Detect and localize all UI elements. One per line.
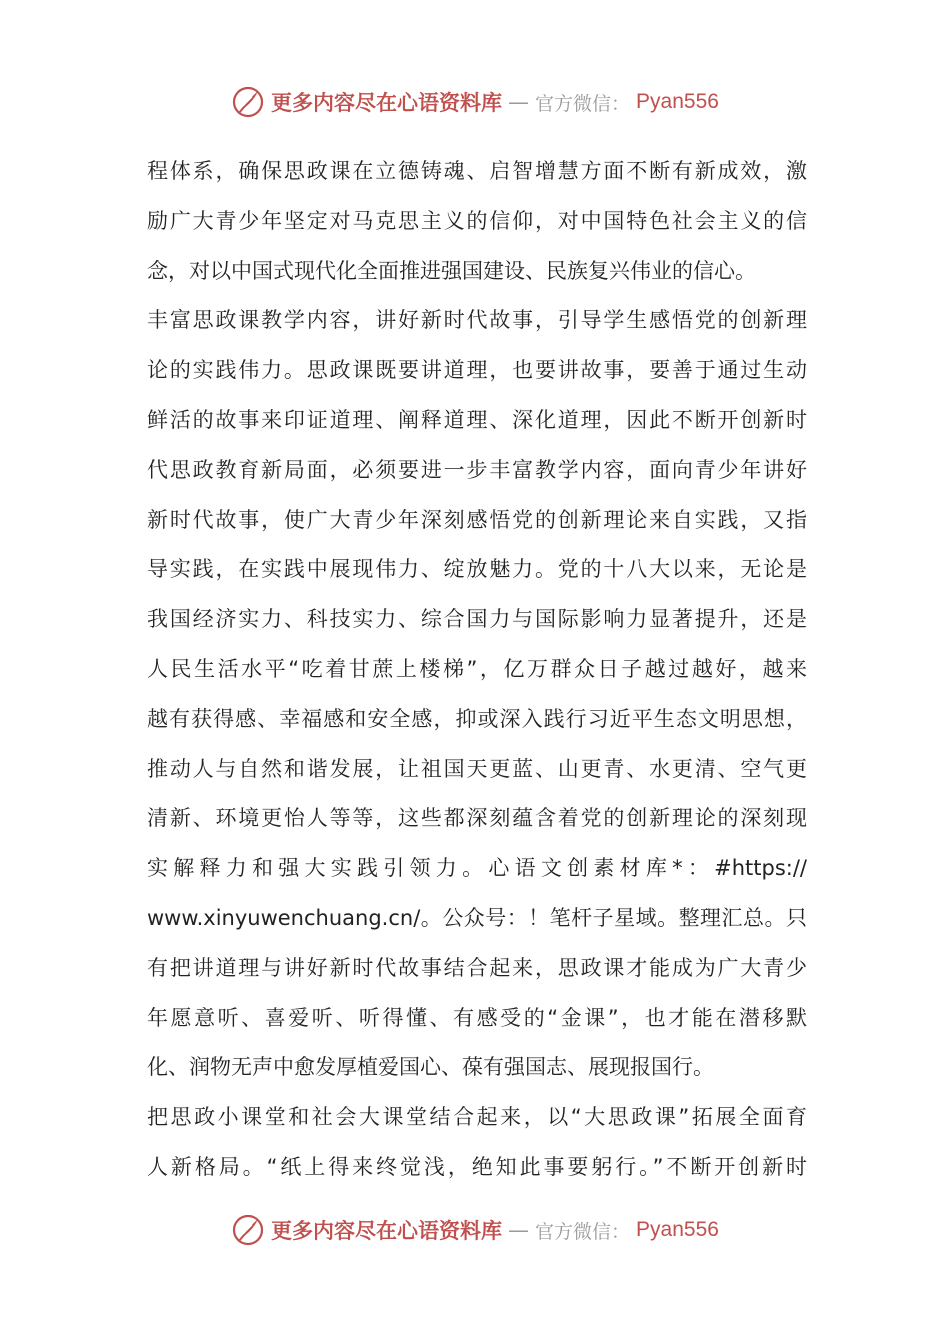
body-line: www.xinyuwenchuang.cn/。公众号：！笔杆子星域。整理汇总。只 bbox=[147, 905, 807, 930]
header-dash: — bbox=[508, 90, 530, 114]
footer-banner bbox=[0, 1210, 950, 1250]
body-line: 我国经济实力、科技实力、综合国力与国际影响力显著提升，还是 bbox=[147, 607, 807, 632]
feather-pen-logo-icon bbox=[231, 1213, 265, 1247]
body-line: 化、润物无声中愈发厚植爱国心、葆有强国志、展现报国行。 bbox=[147, 1055, 714, 1080]
footer-brand-text: 更多内容尽在心语资料库 bbox=[271, 1218, 503, 1243]
body-line: 清新、环境更怡人等等，这些都深刻蕴含着党的创新理论的深刻现 bbox=[147, 806, 807, 831]
feather-pen-logo-icon bbox=[231, 85, 265, 119]
header-official-label: 官方微信： bbox=[535, 92, 631, 115]
body-line: 导实践，在实践中展现伟力、绽放魅力。党的十八大以来，无论是 bbox=[147, 557, 807, 582]
footer-dash: — bbox=[508, 1218, 530, 1242]
body-line: 年愿意听、喜爱听、听得懂、有感受的“金课”，也才能在潜移默 bbox=[147, 1005, 807, 1030]
body-line: 有把讲道理与讲好新时代故事结合起来，思政课才能成为广大青少 bbox=[147, 955, 807, 980]
body-line: 论的实践伟力。思政课既要讲道理，也要讲故事，要善于通过生动 bbox=[147, 358, 807, 383]
body-line: 丰富思政课教学内容，讲好新时代故事，引导学生感悟党的创新理 bbox=[147, 308, 807, 333]
body-line: 鲜活的故事来印证道理、阐释道理、深化道理，因此不断开创新时 bbox=[147, 407, 807, 432]
footer-banner-inner bbox=[231, 1213, 719, 1247]
body-line: 代思政教育新局面，必须要进一步丰富教学内容，面向青少年讲好 bbox=[147, 457, 807, 482]
body-line: 推动人与自然和谐发展，让祖国天更蓝、山更青、水更清、空气更 bbox=[147, 756, 807, 781]
body-line: 励广大青少年坚定对马克思主义的信仰，对中国特色社会主义的信 bbox=[147, 208, 807, 233]
body-line: 新时代故事，使广大青少年深刻感悟党的创新理论来自实践，又指 bbox=[147, 507, 807, 532]
footer-official-label: 官方微信： bbox=[535, 1220, 631, 1243]
body-line: 实解释力和强大实践引领力。心语文创素材库*：#https:// bbox=[147, 856, 807, 881]
header-banner bbox=[0, 82, 950, 122]
body-line: 把思政小课堂和社会大课堂结合起来，以“大思政课”拓展全面育 bbox=[147, 1105, 807, 1130]
header-brand-text: 更多内容尽在心语资料库 bbox=[271, 90, 503, 115]
footer-wechat-id: Pyan556 bbox=[636, 1218, 719, 1241]
header-banner-inner bbox=[231, 85, 719, 119]
body-line: 程体系，确保思政课在立德铸魂、启智增慧方面不断有新成效，激 bbox=[147, 159, 807, 183]
body-line: 人新格局。“纸上得来终觉浅，绝知此事要躬行。”不断开创新时 bbox=[147, 1154, 807, 1179]
document-body bbox=[147, 147, 807, 1193]
body-line: 人民生活水平“吃着甘蔗上楼梯”，亿万群众日子越过越好，越来 bbox=[147, 656, 807, 681]
body-line: 念，对以中国式现代化全面推进强国建设、民族复兴伟业的信心。 bbox=[147, 258, 756, 283]
header-wechat-id: Pyan556 bbox=[636, 90, 719, 113]
body-line: 越有获得感、幸福感和安全感，抑或深入践行习近平生态文明思想， bbox=[147, 706, 807, 731]
